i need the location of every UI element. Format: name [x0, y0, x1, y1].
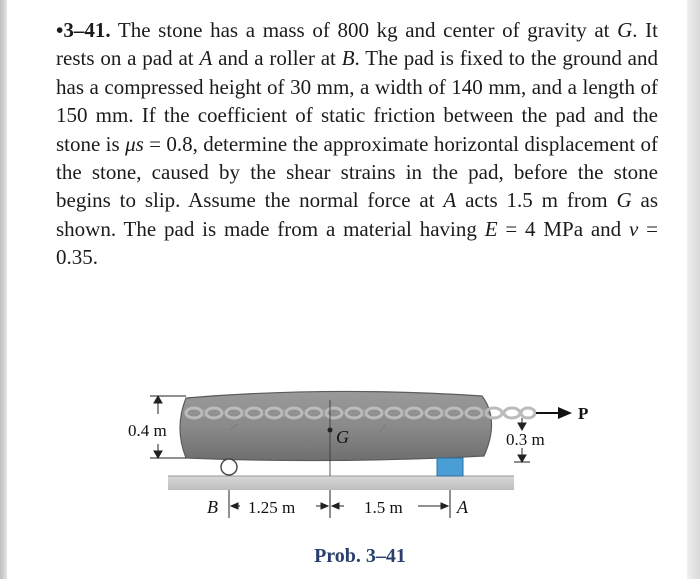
force-label: P [578, 404, 589, 423]
problem-text: = 0.8, determine the approximate horizontal displacement of the stone, caused by the shear strains in the pad, before the stone begins to slip. Assume the normal force at [56, 131, 658, 213]
center-label: G [336, 427, 349, 447]
symbol-b: B [341, 46, 355, 71]
problem-number: •3–41. [56, 18, 111, 42]
ground [168, 476, 514, 490]
symbol-a: A [199, 46, 213, 71]
problem-text: = 4 MPa and [497, 216, 629, 241]
problem-text: = 0.35. [56, 216, 658, 270]
pad [437, 458, 463, 476]
figure-caption: Prob. 3–41 [314, 545, 406, 567]
cg-dot [328, 428, 333, 433]
problem-text: . The pad is fixed to the ground and has a compressed height of 30 mm, a width of 140 mm, and a length of 150 mm. If the coefficient of static friction between the pad and the stone is [56, 46, 658, 156]
height-label: 0.4 m [128, 421, 167, 440]
symbol-g: G [617, 18, 633, 42]
problem-text: and a roller at [212, 46, 342, 71]
problem-text: The stone has a mass of 800 kg and center of gravity at [117, 18, 618, 42]
stone [180, 391, 492, 460]
dim-right-label: 1.5 m [364, 498, 403, 517]
symbol-a: A [443, 188, 457, 213]
symbol-e: E [484, 216, 498, 241]
problem-text: as shown. The pad is made from a material having [56, 188, 659, 241]
roller [221, 459, 237, 475]
pad-height-label: 0.3 m [506, 430, 545, 449]
problem-text: . It rests on a pad at [56, 18, 659, 71]
support-a-label: A [457, 497, 468, 517]
force-arrow-head [558, 407, 572, 419]
symbol-nu: ν [628, 216, 639, 241]
symbol-mu-s: μs [125, 131, 144, 156]
dim-left-label: 1.25 m [248, 498, 296, 517]
symbol-g: G [616, 188, 632, 213]
problem-text: acts 1.5 m from [456, 188, 617, 213]
support-b-label: B [207, 497, 218, 517]
